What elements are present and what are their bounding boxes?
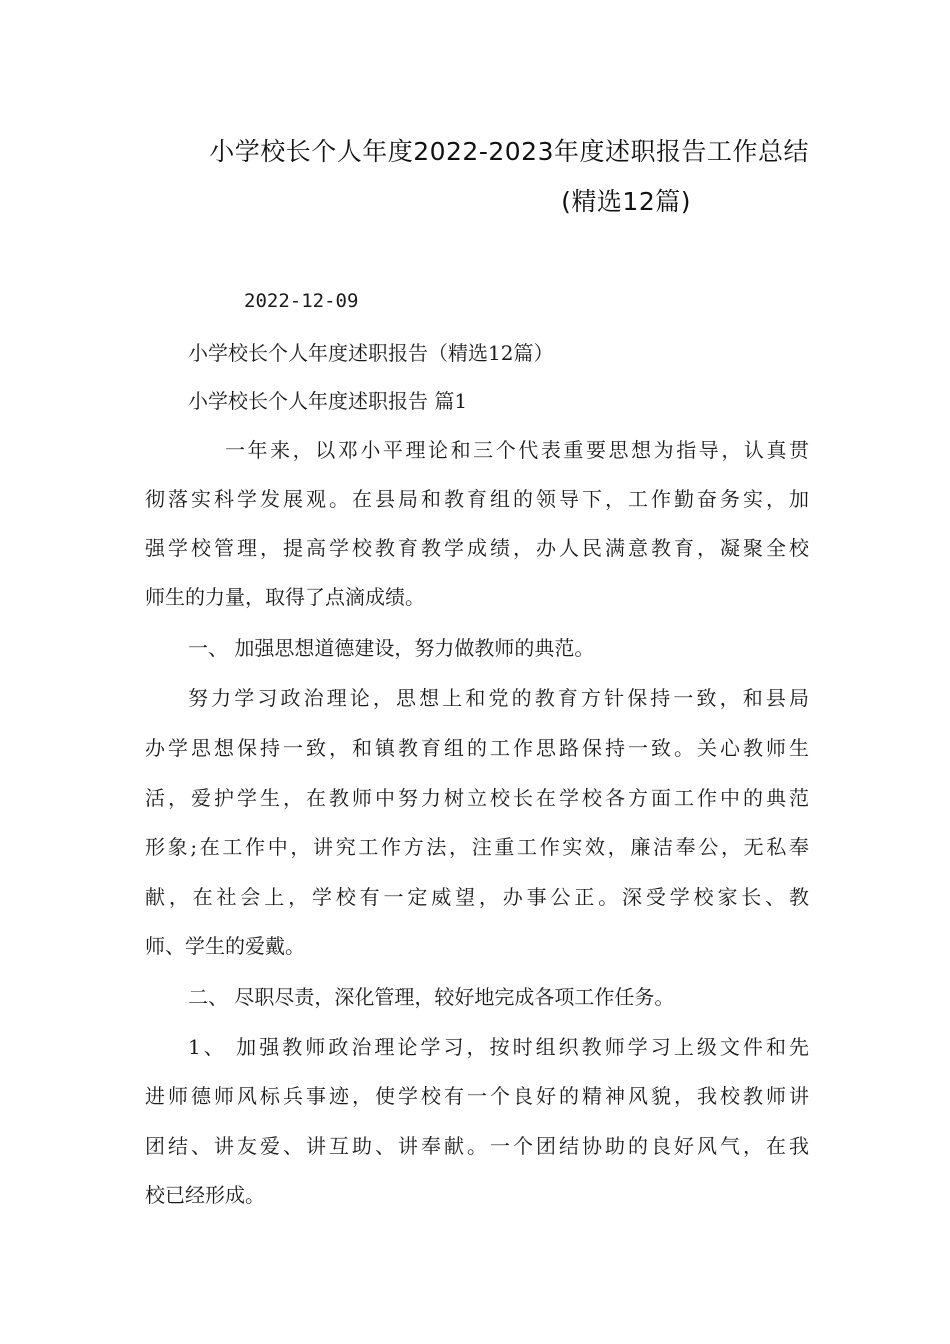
paragraph-line: 一年来，以邓小平理论和三个代表重要思想为指导，认真贯 (225, 438, 809, 462)
section-heading-one: 一、 加强思想道德建设，努力做教师的典范。 (188, 636, 595, 660)
section-title: 小学校长个人年度述职报告 篇1 (188, 389, 468, 413)
paragraph-line: 强学校管理，提高学校教育教学成绩，办人民满意教育，凝聚全校 (145, 536, 809, 560)
paragraph-line: 团结、讲友爱、讲互助、讲奉献。一个团结协助的良好风气，在我 (145, 1134, 809, 1158)
paragraph-line: 活，爱护学生，在教师中努力树立校长在学校各方面工作中的典范 (145, 786, 809, 810)
paragraph-line: 1、 加强教师政治理论学习，按时组织教师学习上级文件和先 (188, 1035, 809, 1059)
paragraph-line: 进师德师风标兵事迹，使学校有一个良好的精神风貌，我校教师讲 (145, 1084, 809, 1108)
paragraph-line: 献，在社会上，学校有一定威望，办事公正。深受学校家长、教 (145, 885, 809, 909)
document-date: 2022-12-09 (244, 290, 359, 312)
paragraph-line: 师生的力量，取得了点滴成绩。 (145, 585, 425, 609)
paragraph-line: 形象;在工作中，讲究工作方法，注重工作实效，廉洁奉公，无私奉 (145, 835, 809, 859)
paragraph-line: 彻落实科学发展观。在县局和教育组的领导下，工作勤奋务实，加 (145, 487, 809, 511)
paragraph-line: 努力学习政治理论，思想上和党的教育方针保持一致，和县局 (188, 686, 809, 710)
paragraph-line: 办学思想保持一致，和镇教育组的工作思路保持一致。关心教师生 (145, 736, 809, 760)
document-title-line1: 小学校长个人年度2022-2023年度述职报告工作总结 (209, 137, 809, 166)
document-subtitle: 小学校长个人年度述职报告（精选12篇） (188, 341, 554, 365)
document-title-line2: (精选12篇) (561, 187, 691, 216)
paragraph-line: 校已经形成。 (145, 1183, 265, 1207)
section-heading-two: 二、 尽职尽责，深化管理，较好地完成各项工作任务。 (188, 985, 675, 1009)
paragraph-line: 师、学生的爱戴。 (145, 934, 305, 958)
